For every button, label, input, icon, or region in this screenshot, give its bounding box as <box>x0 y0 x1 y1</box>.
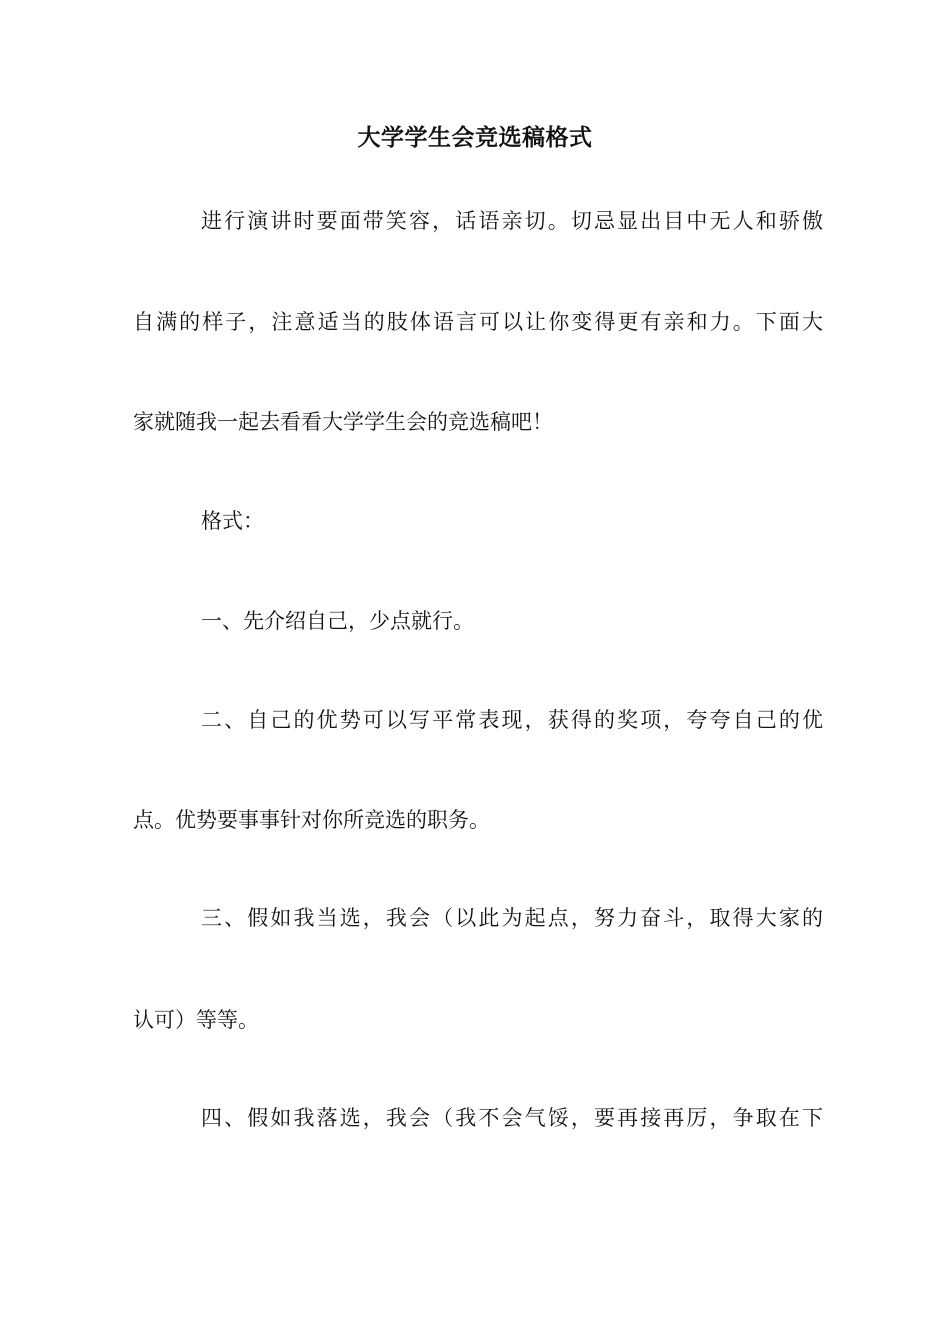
paragraph-line: 进行演讲时要面带笑容，话语亲切。切忌显出目中无人和骄傲 <box>201 209 823 233</box>
paragraph-line: 一、先介绍自己，少点就行。 <box>201 609 474 633</box>
paragraph-line: 二、自己的优势可以写平常表现，获得的奖项，夸夸自己的优 <box>201 708 823 732</box>
paragraph-line: 三、假如我当选，我会（以此为起点，努力奋斗，取得大家的 <box>201 906 823 930</box>
paragraph-line: 家就随我一起去看看大学学生会的竞选稿吧！ <box>133 410 553 434</box>
paragraph-line: 点。优势要事事针对你所竞选的职务。 <box>133 808 490 832</box>
paragraph-line: 认可）等等。 <box>133 1008 259 1032</box>
paragraph-line: 自满的样子，注意适当的肢体语言可以让你变得更有亲和力。下面大 <box>133 310 823 334</box>
paragraph-line: 四、假如我落选，我会（我不会气馁，要再接再厉，争取在下 <box>201 1106 823 1130</box>
document-title: 大学学生会竞选稿格式 <box>357 125 593 151</box>
paragraph-line: 格式： <box>201 509 264 533</box>
